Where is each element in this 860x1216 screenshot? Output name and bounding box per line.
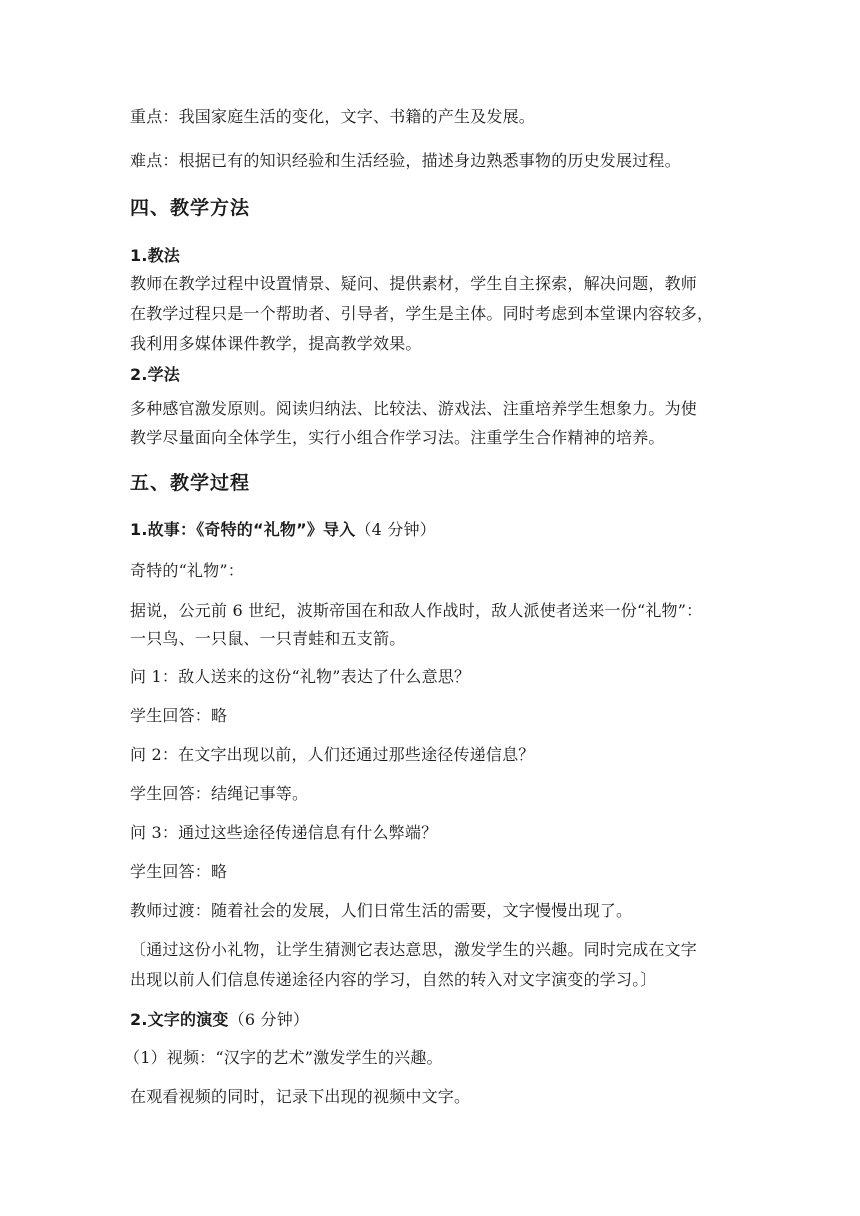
part1-heading-line (130, 520, 740, 540)
story-line: 一只鸟、一只鼠、一只青蛙和五支箭。 (130, 629, 406, 648)
part1-time: （4 分钟） (355, 520, 436, 539)
video-item: （1）视频：“汉字的艺术”激发学生的兴趣。 (124, 1048, 443, 1067)
answer-1: 学生回答：略 (130, 706, 228, 725)
section4-heading: 四、教学方法 (130, 197, 251, 219)
story-line: 据说，公元前 6 世纪，波斯帝国在和敌人作战时，敌人派使者送来一份“礼物”： (130, 601, 703, 620)
teaching-method-line: 我利用多媒体课件教学，提高教学效果。 (130, 334, 422, 353)
difficulties-text: 难点：根据已有的知识经验和生活经验，描述身边熟悉事物的历史发展过程。 (130, 151, 681, 170)
teacher-transition: 教师过渡：随着社会的发展，人们日常生活的需要，文字慢慢出现了。 (130, 901, 633, 920)
question-2: 问 2：在文字出现以前，人们还通过那些途径传递信息？ (130, 745, 535, 764)
question-3: 问 3：通过这些途径传递信息有什么弊端？ (130, 823, 438, 842)
learning-method-line: 多种感官激发原则。阅读归纳法、比较法、游戏法、注重培养学生想象力。为使 (130, 399, 698, 418)
part1-heading: 1.故事：《奇特的“礼物”》导入 (130, 520, 356, 539)
answer-3: 学生回答：略 (130, 862, 228, 881)
teaching-method-line: 在教学过程只是一个帮助者、引导者，学生是主体。同时考虑到本堂课内容较多， (130, 304, 714, 323)
teaching-method-line: 教师在教学过程中设置情景、疑问、提供素材，学生自主探索，解决问题，教师 (130, 274, 698, 293)
design-note-line: 〔通过这份小礼物，让学生猜测它表达意思，激发学生的兴趣。同时完成在文字 (130, 940, 698, 959)
question-1: 问 1：敌人送来的这份“礼物”表达了什么意思？ (130, 667, 471, 686)
part2-heading: 2.文字的演变 (130, 1010, 229, 1029)
video-item-detail: 在观看视频的同时，记录下出现的视频中文字。 (130, 1087, 471, 1106)
section5-heading: 五、教学过程 (130, 472, 251, 494)
answer-2: 学生回答：结绳记事等。 (130, 784, 309, 803)
key-points-text: 重点：我国家庭生活的变化，文字、书籍的产生及发展。 (130, 107, 536, 126)
teaching-method-heading: 1.教法 (130, 246, 181, 265)
learning-method-heading: 2.学法 (130, 365, 181, 384)
design-note-line: 出现以前人们信息传递途径内容的学习，自然的转入对文字演变的学习。〕 (130, 970, 657, 989)
part2-heading-line (130, 1010, 740, 1030)
learning-method-line: 教学尽量面向全体学生，实行小组合作学习法。注重学生合作精神的培养。 (130, 428, 665, 447)
story-title: 奇特的“礼物”： (130, 561, 244, 580)
part2-time: （6 分钟） (228, 1010, 310, 1029)
